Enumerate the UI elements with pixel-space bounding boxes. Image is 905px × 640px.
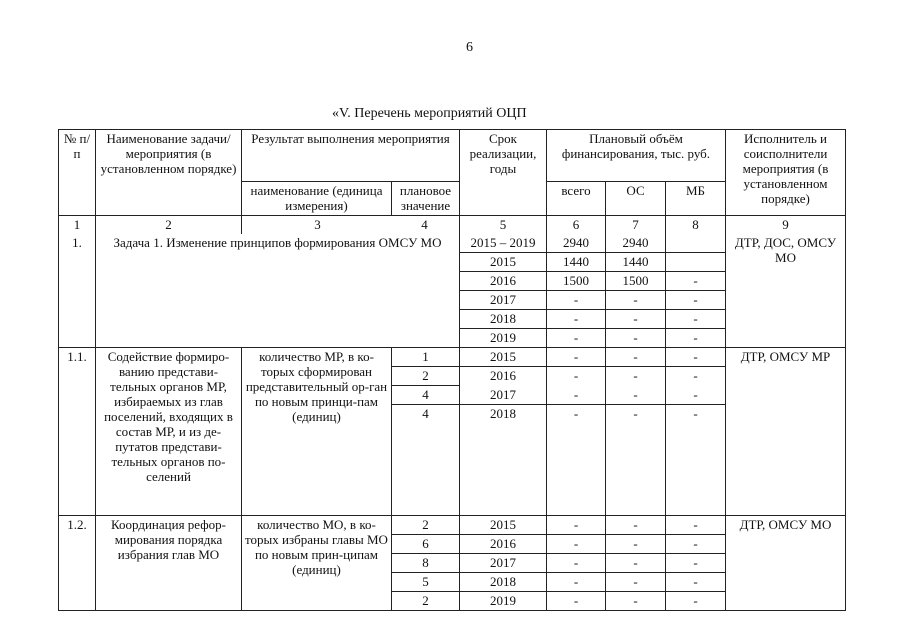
plan-cell: 5 — [392, 573, 460, 592]
fin-os-cell: 2940 — [606, 234, 666, 253]
year-cell: 2015 — [460, 348, 547, 367]
fin-mb-cell: - — [666, 367, 726, 386]
fin-total-cell: - — [547, 535, 606, 554]
item-result: количество МО, в ко-торых избраны главы МО по новым прин-ципам (единиц) — [242, 516, 392, 611]
header-num: № п/п — [59, 130, 96, 216]
column-numbers-row — [59, 216, 846, 235]
year-cell: 2017 — [460, 386, 547, 405]
year-cell: 2019 — [460, 329, 547, 348]
year-cell: 2017 — [460, 291, 547, 310]
fin-os-cell: - — [606, 310, 666, 329]
item-name: Содействие формиро-ванию представи-тельных органов МР, избираемых из глав поселений, входящих в состав МР, и из де-путатов представи-тельных органов по-селений — [96, 348, 242, 516]
fin-mb-cell: - — [666, 386, 726, 405]
fin-total-cell: - — [547, 291, 606, 310]
fin-mb-cell: - — [666, 592, 726, 611]
col-number — [242, 216, 460, 235]
fin-total-cell: - — [547, 348, 606, 367]
item-name: Координация рефор-мирования порядка избрания глав МО — [96, 516, 242, 611]
page-number: 6 — [466, 40, 473, 55]
fin-mb-cell: - — [666, 272, 726, 291]
fin-mb-cell: - — [666, 554, 726, 573]
fin-os-cell: 1440 — [606, 253, 666, 272]
header-term: Срок реализации, годы — [460, 130, 547, 216]
fin-total-cell: - — [547, 310, 606, 329]
fin-total-cell: 2940 — [547, 234, 606, 253]
header-name: Наименование задачи/мероприятия (в установленном порядке) — [96, 130, 242, 216]
executor-cell: ДТР, ДОС, ОМСУ МО — [726, 234, 846, 348]
col-number: 6 — [547, 216, 606, 235]
fin-os-cell: - — [606, 367, 666, 386]
fin-os-cell: - — [606, 405, 666, 424]
item-result: количество МР, в ко-торых сформирован представительный ор-ган по новым принци-пам (единиц) — [242, 348, 392, 516]
plan-cell: 4 — [392, 405, 460, 424]
fin-total-cell: - — [547, 592, 606, 611]
table-header-row — [59, 130, 846, 182]
empty-cell — [392, 423, 460, 516]
header-executor: Исполнитель и соисполнители мероприятия (в установленном порядке) — [726, 130, 846, 216]
fin-os-cell: - — [606, 573, 666, 592]
header-finance: Плановый объём финансирования, тыс. руб. — [547, 130, 726, 182]
fin-mb-cell: - — [666, 329, 726, 348]
col-number-3: 3 — [314, 217, 321, 232]
header-fin-os: ОС — [606, 182, 666, 216]
fin-mb-cell: - — [666, 573, 726, 592]
fin-total-cell: - — [547, 573, 606, 592]
year-cell: 2016 — [460, 535, 547, 554]
fin-mb-cell — [666, 234, 726, 253]
header-result: Результат выполнения мероприятия — [242, 130, 460, 182]
fin-os-cell: - — [606, 348, 666, 367]
fin-total-cell: - — [547, 386, 606, 405]
empty-cell — [460, 423, 547, 516]
fin-mb-cell: - — [666, 291, 726, 310]
item-num: 1.1. — [59, 348, 96, 516]
header-fin-mb: МБ — [666, 182, 726, 216]
col-number: 1 — [59, 216, 96, 235]
year-cell: 2018 — [460, 573, 547, 592]
year-cell: 2016 — [460, 272, 547, 291]
year-cell: 2018 — [460, 405, 547, 424]
fin-mb-cell: - — [666, 310, 726, 329]
year-cell: 2018 — [460, 310, 547, 329]
table-row — [59, 348, 846, 367]
fin-total-cell: - — [547, 516, 606, 535]
task-name: Задача 1. Изменение принципов формирования ОМСУ МО — [96, 234, 460, 348]
fin-total-cell: 1500 — [547, 272, 606, 291]
fin-total-cell: - — [547, 329, 606, 348]
plan-cell: 4 — [392, 386, 460, 405]
col-number: 5 — [460, 216, 547, 235]
table-row — [59, 516, 846, 535]
fin-os-cell: - — [606, 329, 666, 348]
executor-cell: ДТР, ОМСУ МР — [726, 348, 846, 516]
col-number: 9 — [726, 216, 846, 235]
col-number: 8 — [666, 216, 726, 235]
header-result-plan: плановое значение — [392, 182, 460, 216]
fin-total-cell: - — [547, 405, 606, 424]
measures-table — [58, 129, 846, 611]
year-cell: 2019 — [460, 592, 547, 611]
section-title: «V. Перечень мероприятий ОЦП — [332, 106, 527, 121]
col-number-4: 4 — [421, 217, 428, 232]
fin-os-cell: - — [606, 291, 666, 310]
col-number: 7 — [606, 216, 666, 235]
fin-mb-cell: - — [666, 516, 726, 535]
fin-os-cell: - — [606, 535, 666, 554]
year-cell: 2016 — [460, 367, 547, 386]
plan-cell: 2 — [392, 516, 460, 535]
fin-os-cell: - — [606, 386, 666, 405]
year-cell: 2015 — [460, 516, 547, 535]
fin-os-cell: - — [606, 554, 666, 573]
fin-mb-cell: - — [666, 535, 726, 554]
header-result-name: наименование (единица измерения) — [242, 182, 392, 216]
table-row — [59, 234, 846, 253]
fin-os-cell: 1500 — [606, 272, 666, 291]
empty-cell — [547, 423, 606, 516]
fin-mb-cell: - — [666, 348, 726, 367]
plan-cell: 2 — [392, 592, 460, 611]
task-num: 1. — [59, 234, 96, 348]
fin-mb-cell — [666, 253, 726, 272]
plan-cell: 2 — [392, 367, 460, 386]
header-fin-total: всего — [547, 182, 606, 216]
plan-cell: 8 — [392, 554, 460, 573]
fin-mb-cell: - — [666, 405, 726, 424]
year-cell: 2017 — [460, 554, 547, 573]
plan-cell: 1 — [392, 348, 460, 367]
plan-cell: 6 — [392, 535, 460, 554]
empty-cell — [666, 423, 726, 516]
fin-os-cell: - — [606, 516, 666, 535]
item-num: 1.2. — [59, 516, 96, 611]
fin-total-cell: 1440 — [547, 253, 606, 272]
year-cell: 2015 – 2019 — [460, 234, 547, 253]
executor-cell: ДТР, ОМСУ МО — [726, 516, 846, 611]
fin-os-cell: - — [606, 592, 666, 611]
fin-total-cell: - — [547, 367, 606, 386]
col-number: 2 — [96, 216, 242, 235]
empty-cell — [606, 423, 666, 516]
year-cell: 2015 — [460, 253, 547, 272]
fin-total-cell: - — [547, 554, 606, 573]
